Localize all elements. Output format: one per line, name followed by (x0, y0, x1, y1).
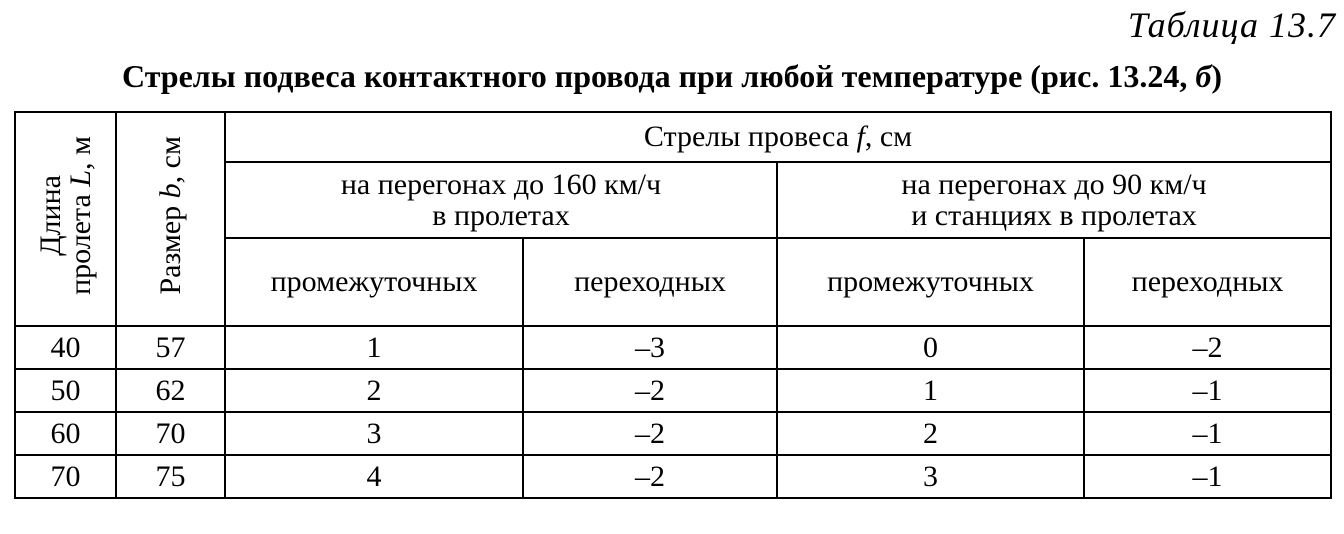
header-span-length-text: Длина пролета L, м (33, 136, 97, 296)
cell-transition-90: –1 (1084, 412, 1331, 455)
cell-span-length: 50 (15, 369, 116, 412)
table-row (15, 369, 1331, 412)
cell-transition-160: –3 (523, 326, 777, 369)
cell-size-b: 57 (116, 326, 225, 369)
header-size-b (116, 112, 225, 326)
cell-transition-90: –1 (1084, 455, 1331, 498)
cell-span-length: 40 (15, 326, 116, 369)
cell-intermediate-160: 1 (225, 326, 523, 369)
table-title-text: Стрелы подвеса контактного провода при любой температуре (рис. 13.24, (122, 58, 1196, 94)
table-row (15, 326, 1331, 369)
cell-transition-160: –2 (523, 412, 777, 455)
table-title-close: ) (1211, 58, 1222, 94)
header-group-90: на перегонах до 90 км/ч и станциях в пролетах (777, 162, 1331, 238)
header-intermediate-90: промежуточных (777, 238, 1084, 326)
cell-intermediate-90: 3 (777, 455, 1084, 498)
table-row (15, 412, 1331, 455)
cell-intermediate-160: 3 (225, 412, 523, 455)
cell-intermediate-90: 2 (777, 412, 1084, 455)
cell-transition-160: –2 (523, 455, 777, 498)
table-row (15, 455, 1331, 498)
cell-intermediate-160: 2 (225, 369, 523, 412)
table-title (0, 58, 1344, 95)
cell-intermediate-90: 0 (777, 326, 1084, 369)
header-transition-90: переходных (1084, 238, 1331, 326)
cell-transition-90: –2 (1084, 326, 1331, 369)
table-title-figure-letter: б (1195, 58, 1212, 94)
header-row-top (15, 112, 1331, 162)
cell-span-length: 60 (15, 412, 116, 455)
sag-table (14, 111, 1332, 499)
cell-size-b: 62 (116, 369, 225, 412)
header-intermediate-160: промежуточных (225, 238, 523, 326)
table-number-label: Таблица 13.7 (1127, 5, 1336, 45)
cell-intermediate-160: 4 (225, 455, 523, 498)
cell-span-length: 70 (15, 455, 116, 498)
header-span-length (15, 112, 116, 326)
header-size-b-text: Размер b, см (153, 136, 187, 296)
cell-transition-90: –1 (1084, 369, 1331, 412)
header-sag: Стрелы провеса f, см (225, 112, 1331, 162)
header-transition-160: переходных (523, 238, 777, 326)
header-group-160: на перегонах до 160 км/ч в пролетах (225, 162, 777, 238)
cell-size-b: 70 (116, 412, 225, 455)
cell-transition-160: –2 (523, 369, 777, 412)
cell-intermediate-90: 1 (777, 369, 1084, 412)
cell-size-b: 75 (116, 455, 225, 498)
